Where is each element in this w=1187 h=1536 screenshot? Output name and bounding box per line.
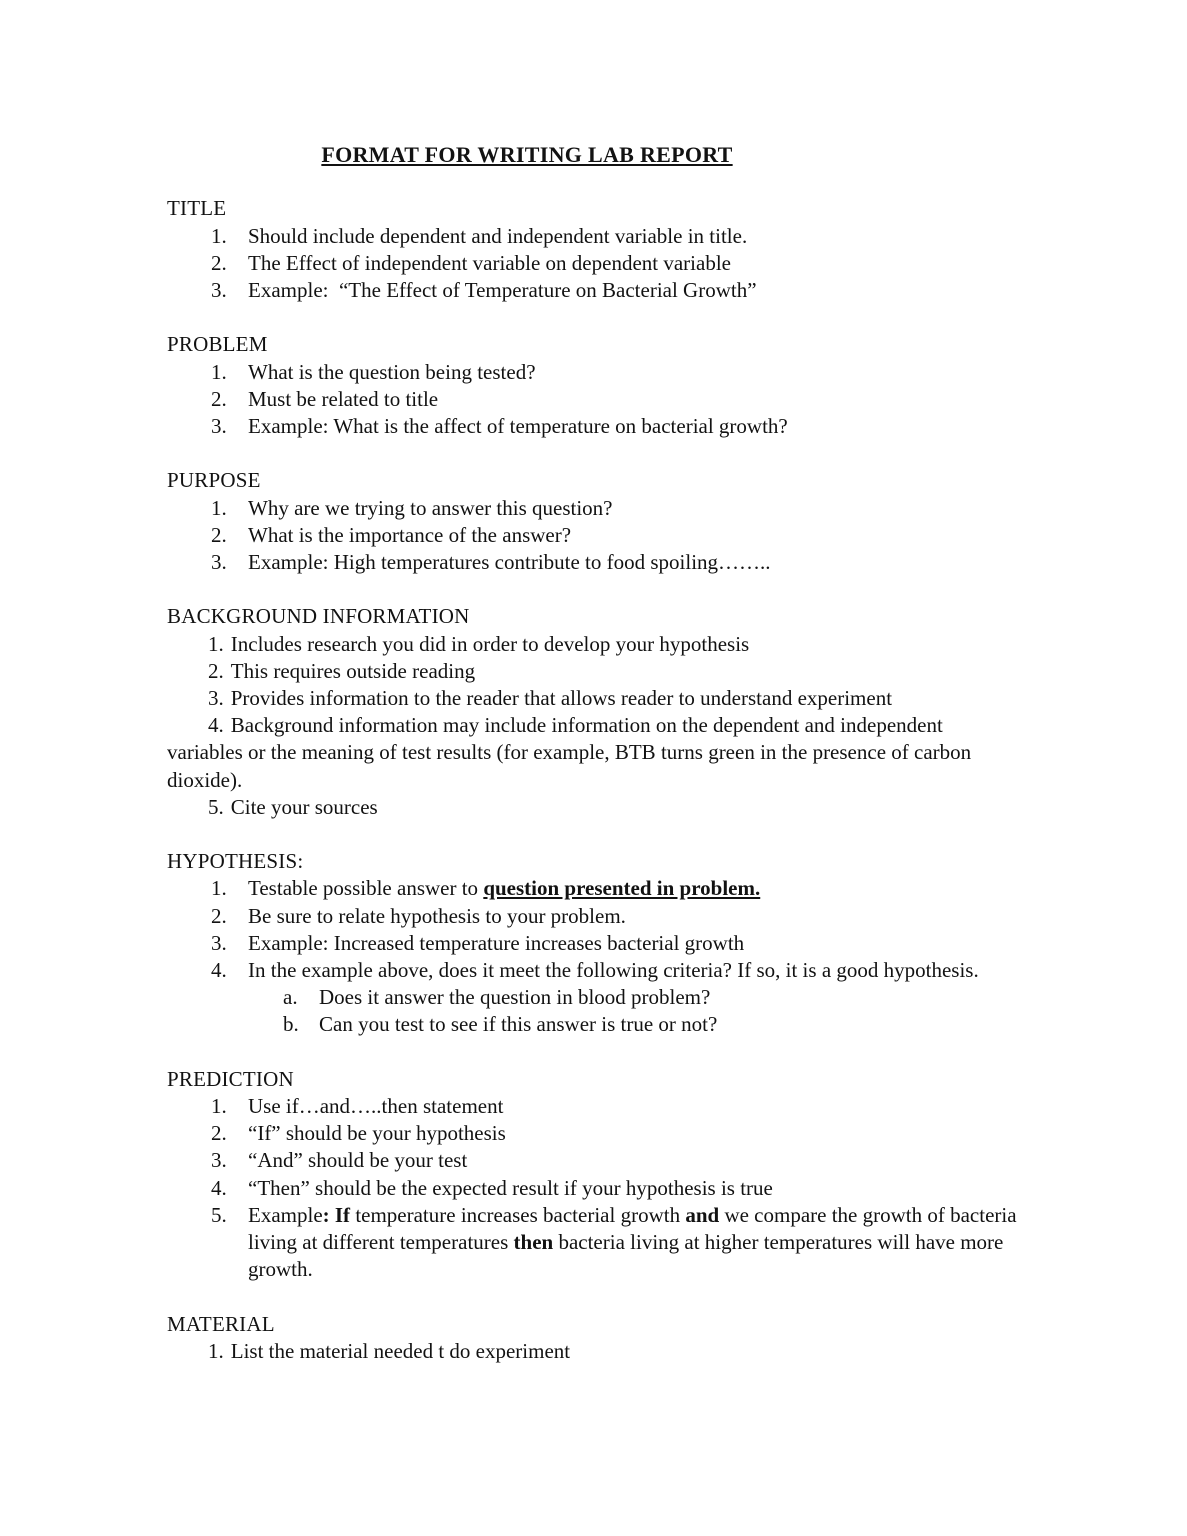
list-item-number: 1. (208, 1338, 224, 1363)
section-background-information (167, 603, 1023, 821)
list-subitem (167, 1011, 1023, 1038)
list-item-text: Must be related to title (248, 386, 439, 411)
list-item-number: 3. (211, 414, 227, 438)
list-item-text: Provides information to the reader that allows reader to understand experiment (230, 686, 893, 710)
list-item (167, 658, 1023, 685)
list-item-text: Should include dependent and independent variable in title. (248, 223, 748, 248)
section-heading: PURPOSE (167, 468, 261, 493)
list-item-number: 3. (211, 930, 227, 955)
list-item-number: 2. (211, 386, 227, 411)
list-item-number: 2. (208, 658, 224, 683)
list-item-number: 5. (208, 794, 224, 819)
list-item-number: 2. (211, 1121, 227, 1146)
list-item-text: List the material needed t do experiment (230, 1338, 571, 1363)
section-heading: PREDICTION (167, 1066, 294, 1091)
list-item-number: 1. (211, 223, 227, 248)
list-item-text: What is the importance of the answer? (248, 522, 572, 547)
list-item-number: 4. (211, 1175, 227, 1200)
list-item-text: Cite your sources (230, 794, 378, 819)
list-item-number: 3. (211, 1148, 227, 1173)
section-prediction (167, 1066, 1023, 1284)
list-item-text-plain: Example (248, 1202, 323, 1227)
list-item-text: Includes research you did in order to develop your hypothesis (230, 631, 750, 656)
list-item-text: Be sure to relate hypothesis to your problem. (248, 903, 626, 928)
list-subitem (167, 984, 1023, 1011)
list-item-text-plain: Testable possible answer to (248, 876, 484, 901)
list-item-text: What is the question being tested? (248, 359, 536, 384)
list-item (167, 957, 1023, 984)
list-item-text-bold: then (513, 1230, 554, 1255)
section-purpose (167, 467, 1023, 576)
list-item (167, 223, 1023, 250)
section-heading: TITLE (167, 196, 227, 221)
list-item-text (248, 875, 1023, 902)
list-item (167, 386, 1023, 413)
section-problem (167, 331, 1023, 440)
list-item (167, 549, 1023, 576)
list-item-number: 3. (208, 686, 224, 710)
list-item-number: 1. (208, 631, 224, 656)
list-item (167, 930, 1023, 957)
section-heading: HYPOTHESIS: (167, 849, 304, 874)
list-item-text: In the example above, does it meet the following criteria? If so, it is a good hypothesis. (248, 958, 979, 983)
list-item-number: 2. (211, 250, 227, 275)
list-item (167, 712, 1023, 794)
list-item (167, 631, 1023, 658)
section-heading: MATERIAL (167, 1311, 275, 1336)
section-heading: PROBLEM (167, 332, 268, 357)
list-item-text-bold: : If (322, 1202, 351, 1227)
list-item-number: 2. (211, 903, 227, 928)
list-item-number: 1. (211, 1094, 227, 1119)
document-title: FORMAT FOR WRITING LAB REPORT (321, 142, 733, 167)
list-item-number: 4. (211, 958, 227, 983)
list-item-text: Can you test to see if this answer is true or not? (319, 1012, 718, 1037)
list-item-letter: b. (283, 1012, 299, 1037)
list-item-number: 3. (211, 550, 227, 574)
list-item (167, 794, 1023, 821)
list-item-number: 1. (211, 359, 227, 384)
list-item (167, 875, 1023, 902)
list-item-text: “Then” should be the expected result if your hypothesis is true (248, 1175, 773, 1200)
list-item (167, 522, 1023, 549)
list-item-text-plain: temperature increases bacterial growth (350, 1202, 686, 1227)
list-item-number: 1. (211, 876, 227, 901)
document-page (167, 141, 1023, 1365)
list-item-text-bold: and (685, 1202, 720, 1227)
list-item (167, 1202, 1023, 1284)
list-item (167, 1120, 1023, 1147)
list-item (167, 1175, 1023, 1202)
list-item-text: Example: What is the affect of temperature on bacterial growth? (248, 414, 788, 438)
list-item-text-emphasis: question presented in problem. (483, 876, 761, 901)
list-item (167, 250, 1023, 277)
list-item (167, 1093, 1023, 1120)
list-item (167, 277, 1023, 304)
list-item-text: “And” should be your test (248, 1148, 468, 1173)
list-item-number: 2. (211, 522, 227, 547)
section-material (167, 1311, 1023, 1365)
list-item-text: Example: Increased temperature increases bacterial growth (248, 930, 745, 955)
list-item (167, 685, 1023, 712)
list-item (167, 495, 1023, 522)
list-item-text: Background information may include information on the dependent and independent variables or the meaning of test results (for example, BTB turns green in the presence of carbon dioxide). (167, 713, 972, 792)
list-item-text: Use if…and…..then statement (248, 1094, 504, 1119)
list-item (167, 1147, 1023, 1174)
list-item (167, 413, 1023, 440)
list-item-text: Example: “The Effect of Temperature on Bacterial Growth” (248, 278, 757, 302)
section-title (167, 195, 1023, 304)
list-item-letter: a. (283, 985, 298, 1010)
list-item-text: “If” should be your hypothesis (248, 1121, 506, 1146)
section-heading: BACKGROUND INFORMATION (167, 604, 470, 629)
list-item-text-plain: we compare the growth of bacteria living at different temperatures (248, 1202, 1017, 1255)
list-item-text (248, 1202, 1023, 1284)
list-item (167, 1338, 1023, 1365)
list-item-text: This requires outside reading (230, 658, 476, 683)
list-item-number: 4. (208, 713, 224, 738)
list-item-text-plain: bacteria living at higher temperatures will have more growth. (248, 1230, 1004, 1282)
list-item-text: The Effect of independent variable on dependent variable (248, 250, 731, 275)
list-item-number: 3. (211, 278, 227, 302)
list-item (167, 903, 1023, 930)
list-item-text: Example: High temperatures contribute to food spoiling…….. (248, 550, 771, 574)
list-item-number: 1. (211, 495, 227, 520)
section-hypothesis (167, 848, 1023, 1038)
list-item-number: 5. (211, 1202, 227, 1227)
list-item-text: Does it answer the question in blood problem? (319, 985, 711, 1010)
list-item-text: Why are we trying to answer this question? (248, 495, 613, 520)
list-item (167, 359, 1023, 386)
